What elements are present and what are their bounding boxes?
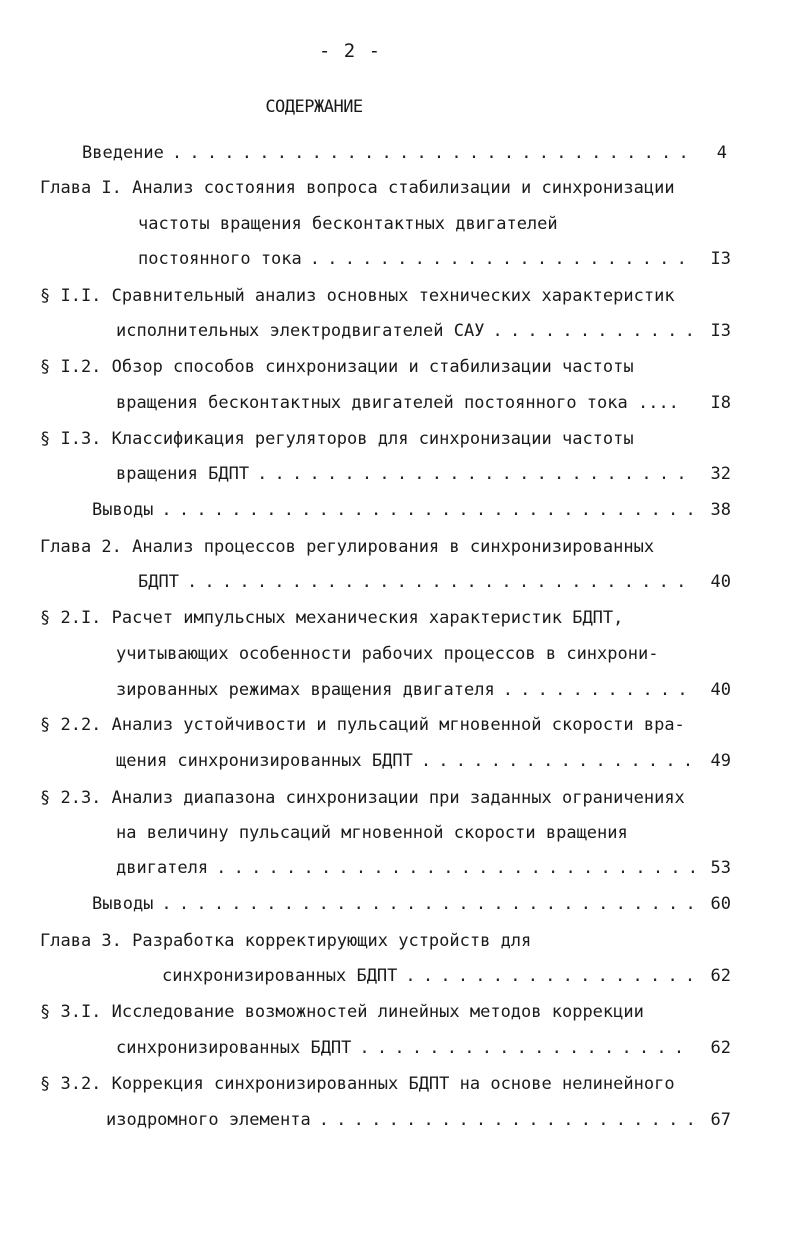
toc-page-number: I3 — [710, 249, 731, 269]
toc-entry-conclusions-1[interactable] — [92, 497, 731, 523]
toc-entry-text: постоянного тока — [138, 249, 302, 269]
toc-entry-text: на величину пульсаций мгновенной скорости вращения — [116, 823, 628, 843]
toc-entry-text: Глава I. Анализ состояния вопроса стабилизации и синхронизации — [40, 178, 675, 198]
toc-entry-text: § 2.2. Анализ устойчивости и пульсаций мгновенной скорости вра- — [40, 715, 685, 735]
page-number: - 2 - — [318, 40, 382, 62]
dot-leader — [161, 497, 695, 523]
toc-entry-section-1-2[interactable] — [40, 354, 740, 380]
toc-entry-chapter-2[interactable] — [40, 534, 740, 560]
toc-entry-text: § I.2. Обзор способов синхронизации и стабилизации частоты — [40, 357, 634, 377]
dot-leader — [492, 318, 695, 344]
toc-entry-chapter-1-end — [138, 246, 731, 272]
toc-entry-text: синхронизированных БДПТ — [162, 966, 398, 986]
toc-entry-section-1-2-end — [116, 390, 731, 416]
toc-page-number: 40 — [710, 680, 731, 700]
toc-entry-text: Выводы — [92, 894, 154, 914]
toc-page-number: 40 — [710, 572, 731, 592]
dot-leader — [216, 855, 695, 881]
toc-entry-chapter-1[interactable] — [40, 175, 740, 201]
toc-entry-text: исполнительных электродвигателей САУ — [116, 321, 485, 341]
toc-entry-text: учитывающих особенности рабочих процессов в синхрони- — [116, 644, 659, 664]
toc-entry-section-2-1-end — [116, 677, 731, 703]
toc-entry-section-2-2-end — [116, 748, 731, 774]
toc-entry-section-1-3-end — [116, 461, 731, 487]
toc-entry-text: синхронизированных БДПТ — [116, 1038, 352, 1058]
toc-entry-conclusions-2[interactable] — [92, 891, 731, 917]
toc-entry-section-2-3-end — [116, 855, 731, 881]
dot-leader — [319, 1107, 695, 1133]
toc-page-number: 53 — [710, 858, 731, 878]
toc-page-number: I3 — [710, 321, 731, 341]
toc-page-number: 4 — [716, 143, 727, 163]
toc-entry-chapter-3[interactable] — [40, 928, 740, 954]
dot-leader — [172, 140, 691, 166]
toc-entry-section-3-2-end — [106, 1107, 731, 1133]
dot-leader — [503, 677, 695, 703]
toc-entry-chapter-2-end — [138, 569, 731, 595]
toc-entry-text: БДПТ — [138, 572, 179, 592]
toc-entry-text: зированных режимах вращения двигателя — [116, 680, 495, 700]
toc-entry-text: вращения бесконтактных двигателей постоянного тока .... — [116, 393, 679, 413]
toc-entry-section-1-1-end — [116, 318, 731, 344]
toc-page-number: 67 — [710, 1110, 731, 1130]
toc-page-number: 32 — [710, 464, 731, 484]
toc-page-number: 60 — [710, 894, 731, 914]
dot-leader — [257, 461, 695, 487]
toc-entry-section-1-3[interactable] — [40, 426, 740, 452]
toc-entry-text: частоты вращения бесконтактных двигателей — [138, 214, 558, 234]
toc-entry-chapter-1-cont — [138, 211, 698, 237]
dot-leader — [421, 748, 695, 774]
toc-entry-text: щения синхронизированных БДПТ — [116, 751, 413, 771]
toc-page-number: 62 — [710, 966, 731, 986]
toc-entry-section-1-1[interactable] — [40, 283, 740, 309]
toc-entry-section-3-1-end — [116, 1035, 731, 1061]
toc-entry-text: Введение — [82, 143, 164, 163]
toc-entry-section-2-1-cont — [116, 641, 736, 667]
toc-entry-text: § 3.2. Коррекция синхронизированных БДПТ на основе нелинейного — [40, 1074, 675, 1094]
toc-page-number: 62 — [710, 1038, 731, 1058]
toc-entry-section-2-2[interactable] — [40, 712, 740, 738]
toc-page-number: 49 — [710, 751, 731, 771]
toc-entry-intro[interactable] — [82, 140, 727, 166]
toc-entry-text: изодромного элемента — [106, 1110, 311, 1130]
dot-leader — [310, 246, 695, 272]
toc-entry-text: Выводы — [92, 500, 154, 520]
toc-entry-text: Глава 3. Разработка корректирующих устройств для — [40, 931, 532, 951]
toc-entry-text: вращения БДПТ — [116, 464, 250, 484]
toc-entry-section-3-2[interactable] — [40, 1071, 740, 1097]
toc-entry-text: § 3.I. Исследование возможностей линейных методов коррекции — [40, 1002, 644, 1022]
toc-page-number: I8 — [710, 393, 731, 413]
toc-entry-section-2-3[interactable] — [40, 785, 740, 811]
dot-leader — [187, 569, 695, 595]
toc-page-number: 38 — [710, 500, 731, 520]
dot-leader — [405, 963, 695, 989]
toc-entry-section-2-1[interactable] — [40, 605, 740, 631]
page-title: СОДЕРЖАНИЕ — [265, 97, 363, 117]
toc-entry-section-2-3-cont — [116, 820, 716, 846]
dot-leader — [359, 1035, 695, 1061]
toc-entry-text: § 2.3. Анализ диапазона синхронизации при заданных ограничениях — [40, 788, 685, 808]
toc-entry-text: § I.I. Сравнительный анализ основных технических характеристик — [40, 286, 675, 306]
toc-entry-chapter-3-end — [162, 963, 731, 989]
toc-entry-text: двигателя — [116, 858, 209, 878]
toc-entry-section-3-1[interactable] — [40, 999, 740, 1025]
toc-entry-text: § I.3. Классификация регуляторов для синхронизации частоты — [40, 429, 634, 449]
toc-entry-text: Глава 2. Анализ процессов регулирования в синхронизированных — [40, 537, 655, 557]
dot-leader — [161, 891, 695, 917]
toc-entry-text: § 2.I. Расчет импульсных механическия характеристик БДПТ, — [40, 608, 624, 628]
